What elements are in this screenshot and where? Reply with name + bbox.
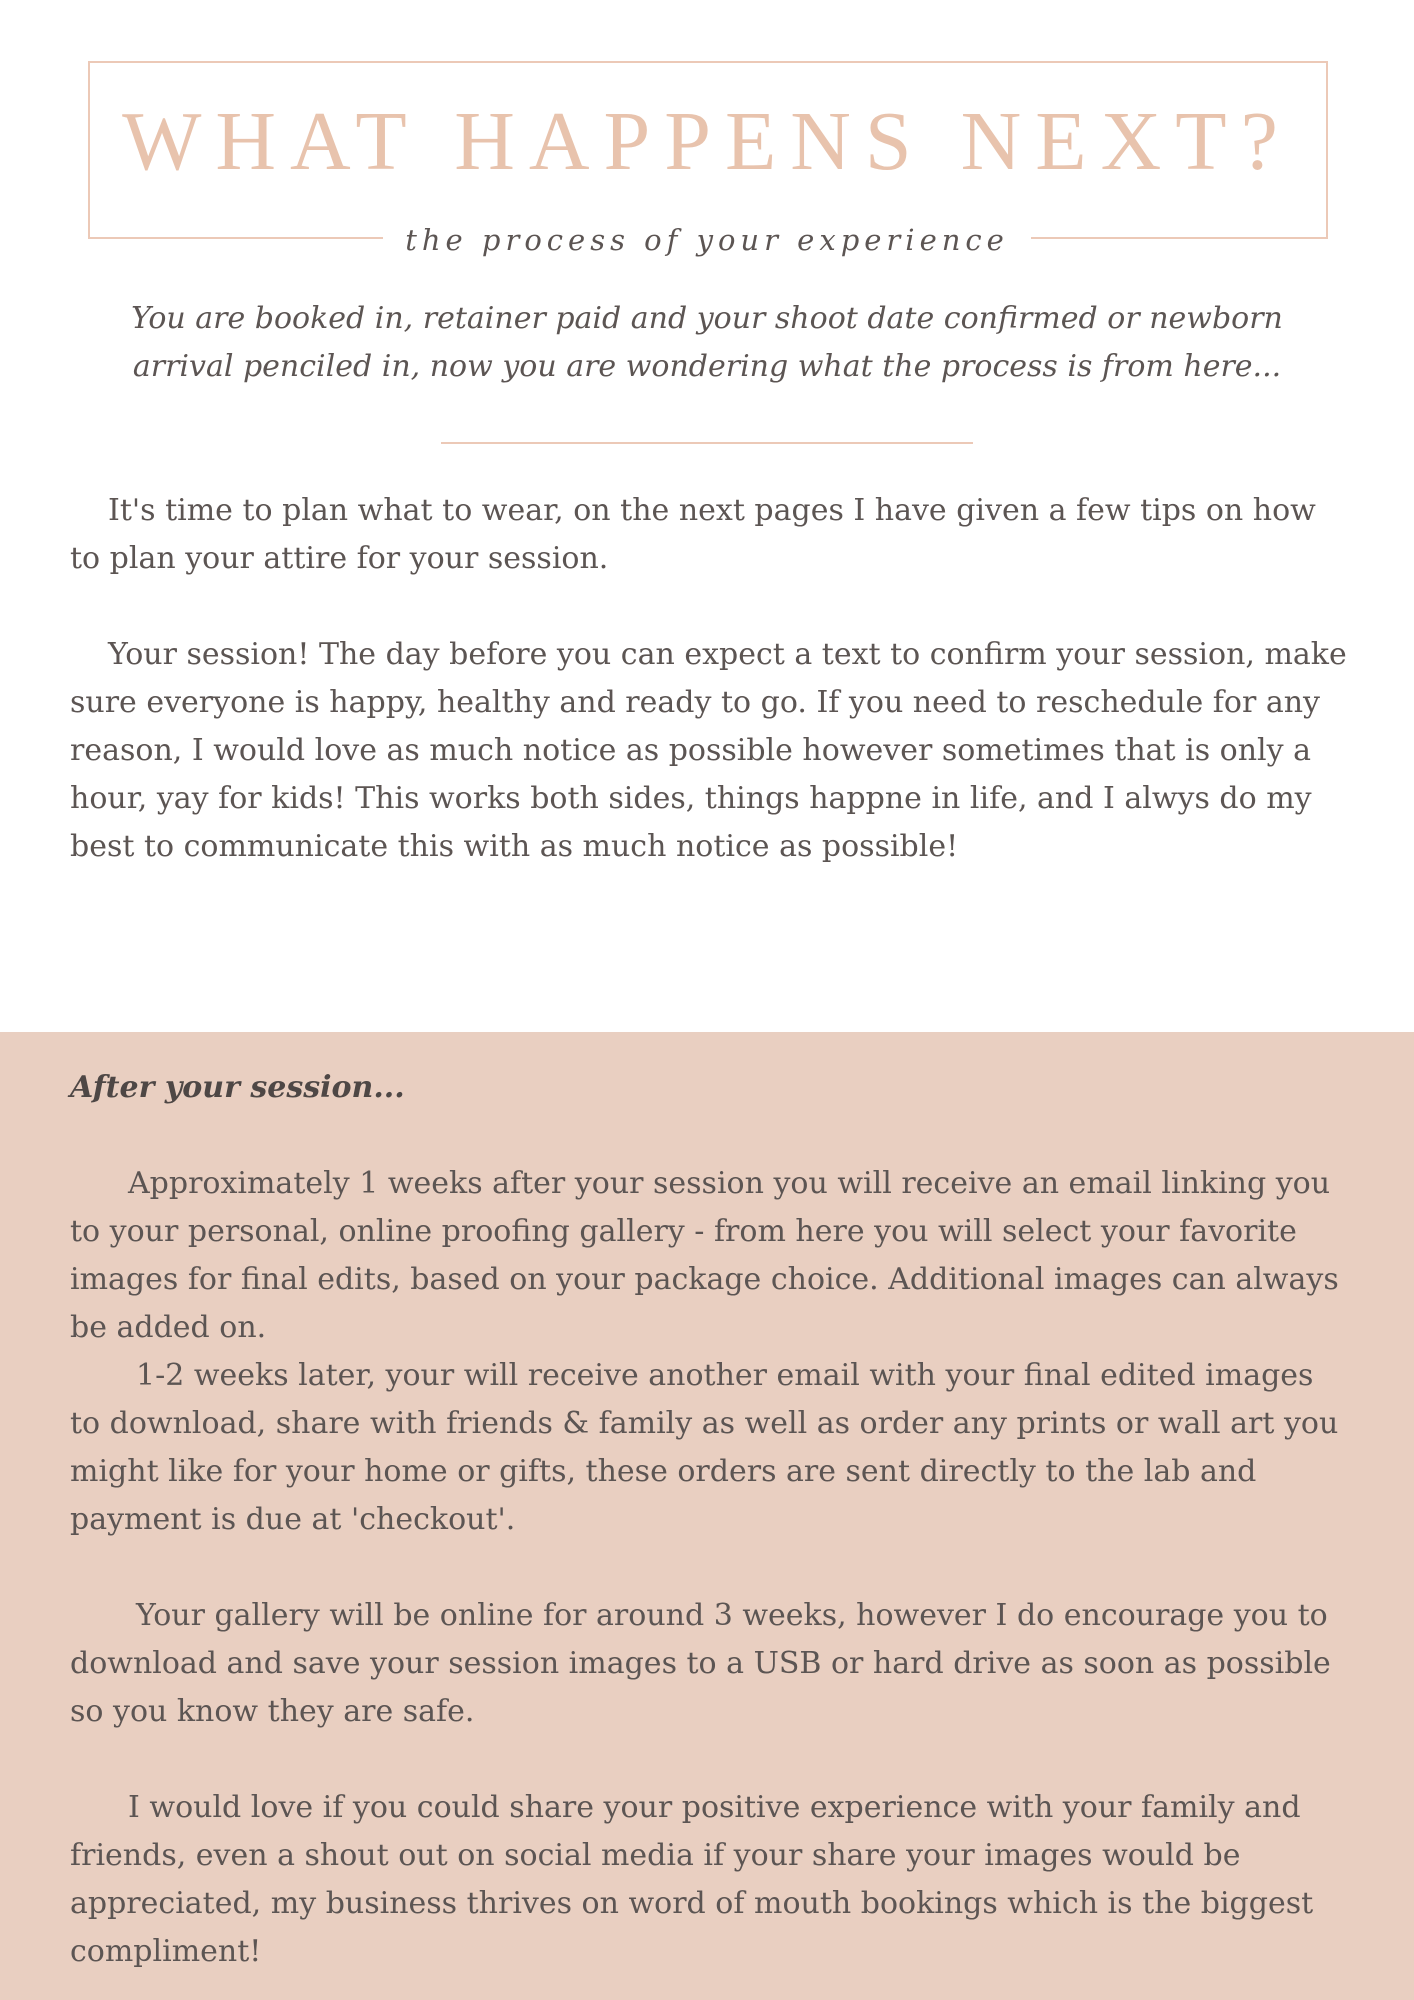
intro-text: You are booked in, retainer paid and your shoot date confirmed or newborn arrival penciled in, now you are wondering what the process is from here...: [131, 301, 1283, 384]
after-session-heading: After your session...: [70, 1070, 405, 1105]
paragraph-attire: It's time to plan what to wear, on the next pages I have given a few tips on how to plan your attire for your session.: [70, 493, 1316, 576]
paragraph-proofing-gallery: Approximately 1 weeks after your session you will receive an email linking you to your personal, online proofing gallery - from here you will select your favorite images for final edits, based on your package choice. Additional images can always be added on.: [70, 1166, 1339, 1345]
paragraph-final-images: 1-2 weeks later, your will receive another email with your final edited images to download, share with friends & family as well as order any prints or wall art you might like for your home or gifts, these orders are sent directly to the lab and payment is due at 'checkout'.: [70, 1358, 1339, 1537]
paragraph-session: Your session! The day before you can expect a text to confirm your session, make sure everyone is happy, healthy and ready to go. If you need to reschedule for any reason, I would love as much notice as possible however sometimes that is only a hour, yay for kids! This works both sides, things happne in life, and I alwys do my best to communicate this with as much notice as possible!: [70, 637, 1347, 864]
page-subtitle: [0, 220, 1414, 260]
subtitle-text: the process of your experience: [383, 223, 1031, 257]
page-title: WHAT HAPPENS NEXT?: [122, 95, 1292, 188]
paragraph-gallery-online: Your gallery will be online for around 3 weeks, however I do encourage you to download and save your session images to a USB or hard drive as soon as possible so you know they are safe.: [70, 1598, 1331, 1729]
paragraph-share-experience: I would love if you could share your positive experience with your family and friends, even a shout out on social media if your share your images would be appreciated, my business thrives on word of mouth bookings which is the biggest compliment!: [70, 1790, 1314, 1969]
divider: [441, 442, 973, 444]
